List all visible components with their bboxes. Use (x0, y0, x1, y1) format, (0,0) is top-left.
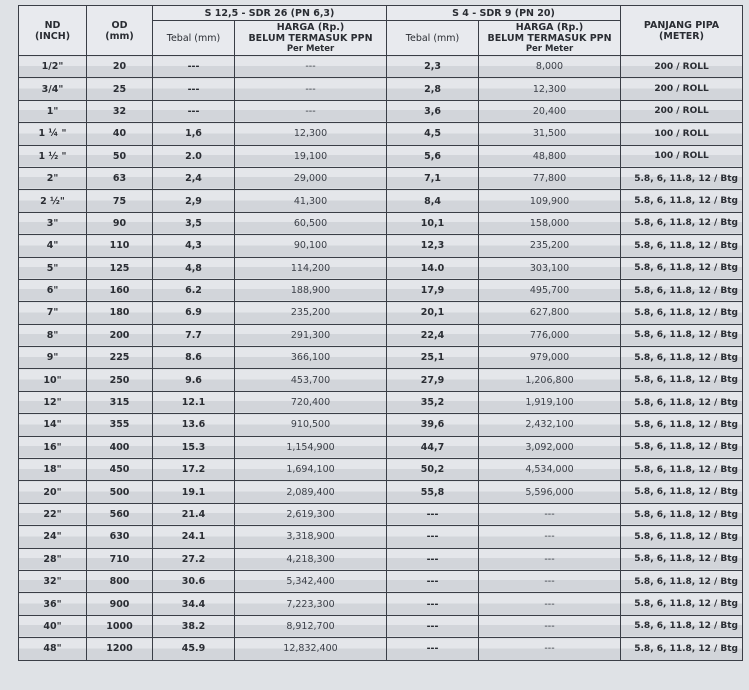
cell-tebal-2: --- (387, 570, 479, 592)
table-row (19, 503, 743, 525)
cell-nd: 2 ½" (19, 190, 87, 212)
cell-tebal-1: 8.6 (153, 347, 235, 369)
cell-tebal-1: 17.2 (153, 459, 235, 481)
cell-harga-2: 495,700 (479, 279, 621, 301)
table-row (19, 123, 743, 145)
cell-harga-1: 12,832,400 (235, 638, 387, 660)
table-row (19, 78, 743, 100)
cell-harga-1: 720,400 (235, 391, 387, 413)
cell-od: 400 (87, 436, 153, 458)
cell-od: 900 (87, 593, 153, 615)
cell-harga-2: 1,206,800 (479, 369, 621, 391)
cell-tebal-1: --- (153, 100, 235, 122)
cell-harga-2: 48,800 (479, 145, 621, 167)
cell-tebal-2: 2,8 (387, 78, 479, 100)
table-row (19, 235, 743, 257)
cell-tebal-2: 44,7 (387, 436, 479, 458)
cell-harga-1: 60,500 (235, 212, 387, 234)
cell-od: 32 (87, 100, 153, 122)
header-tebal-2: Tebal (mm) (387, 21, 479, 56)
cell-od: 225 (87, 347, 153, 369)
cell-harga-1: --- (235, 56, 387, 78)
table-row (19, 593, 743, 615)
table-row (19, 459, 743, 481)
cell-tebal-2: --- (387, 615, 479, 637)
cell-panjang: 5.8, 6, 11.8, 12 / Btg (621, 503, 743, 525)
cell-tebal-1: 6.2 (153, 279, 235, 301)
cell-tebal-1: 9.6 (153, 369, 235, 391)
cell-tebal-2: 14.0 (387, 257, 479, 279)
cell-panjang: 5.8, 6, 11.8, 12 / Btg (621, 391, 743, 413)
cell-harga-2: 1,919,100 (479, 391, 621, 413)
cell-panjang: 5.8, 6, 11.8, 12 / Btg (621, 481, 743, 503)
cell-nd: 20" (19, 481, 87, 503)
cell-panjang: 5.8, 6, 11.8, 12 / Btg (621, 459, 743, 481)
cell-nd: 8" (19, 324, 87, 346)
cell-tebal-2: 4,5 (387, 123, 479, 145)
cell-tebal-1: 15.3 (153, 436, 235, 458)
cell-nd: 6" (19, 279, 87, 301)
cell-panjang: 200 / ROLL (621, 100, 743, 122)
cell-tebal-2: 25,1 (387, 347, 479, 369)
cell-tebal-1: 27.2 (153, 548, 235, 570)
cell-harga-2: 4,534,000 (479, 459, 621, 481)
cell-panjang: 5.8, 6, 11.8, 12 / Btg (621, 324, 743, 346)
cell-nd: 5" (19, 257, 87, 279)
cell-nd: 4" (19, 235, 87, 257)
cell-tebal-1: 13.6 (153, 414, 235, 436)
cell-harga-2: --- (479, 526, 621, 548)
cell-nd: 32" (19, 570, 87, 592)
cell-panjang: 5.8, 6, 11.8, 12 / Btg (621, 279, 743, 301)
cell-harga-1: 90,100 (235, 235, 387, 257)
cell-tebal-1: 1,6 (153, 123, 235, 145)
cell-nd: 36" (19, 593, 87, 615)
cell-od: 125 (87, 257, 153, 279)
cell-nd: 48" (19, 638, 87, 660)
cell-harga-1: 19,100 (235, 145, 387, 167)
cell-od: 710 (87, 548, 153, 570)
cell-od: 800 (87, 570, 153, 592)
cell-harga-1: 29,000 (235, 167, 387, 189)
cell-panjang: 5.8, 6, 11.8, 12 / Btg (621, 347, 743, 369)
cell-nd: 16" (19, 436, 87, 458)
cell-harga-1: 8,912,700 (235, 615, 387, 637)
header-group-sdr9: S 4 - SDR 9 (PN 20) (387, 6, 621, 21)
cell-harga-1: 4,218,300 (235, 548, 387, 570)
cell-tebal-1: 38.2 (153, 615, 235, 637)
cell-nd: 18" (19, 459, 87, 481)
cell-harga-1: --- (235, 100, 387, 122)
cell-tebal-1: 21.4 (153, 503, 235, 525)
cell-nd: 22" (19, 503, 87, 525)
cell-tebal-1: 24.1 (153, 526, 235, 548)
cell-tebal-1: 3,5 (153, 212, 235, 234)
cell-od: 630 (87, 526, 153, 548)
cell-panjang: 5.8, 6, 11.8, 12 / Btg (621, 570, 743, 592)
cell-panjang: 5.8, 6, 11.8, 12 / Btg (621, 190, 743, 212)
cell-harga-2: 109,900 (479, 190, 621, 212)
cell-harga-1: 188,900 (235, 279, 387, 301)
cell-od: 110 (87, 235, 153, 257)
cell-tebal-1: 2,9 (153, 190, 235, 212)
cell-panjang: 200 / ROLL (621, 78, 743, 100)
cell-tebal-1: 30.6 (153, 570, 235, 592)
cell-panjang: 5.8, 6, 11.8, 12 / Btg (621, 593, 743, 615)
cell-nd: 24" (19, 526, 87, 548)
table-row (19, 100, 743, 122)
cell-tebal-2: --- (387, 503, 479, 525)
cell-nd: 14" (19, 414, 87, 436)
cell-od: 160 (87, 279, 153, 301)
cell-tebal-2: 50,2 (387, 459, 479, 481)
table-row (19, 212, 743, 234)
cell-od: 25 (87, 78, 153, 100)
cell-harga-2: --- (479, 503, 621, 525)
header-harga-2: HARGA (Rp.) BELUM TERMASUK PPN Per Meter (479, 21, 621, 56)
cell-od: 40 (87, 123, 153, 145)
cell-tebal-1: 19.1 (153, 481, 235, 503)
cell-harga-2: 77,800 (479, 167, 621, 189)
cell-nd: 10" (19, 369, 87, 391)
cell-tebal-2: 35,2 (387, 391, 479, 413)
cell-harga-1: 1,154,900 (235, 436, 387, 458)
cell-od: 355 (87, 414, 153, 436)
cell-harga-2: 979,000 (479, 347, 621, 369)
cell-nd: 1" (19, 100, 87, 122)
cell-nd: 2" (19, 167, 87, 189)
table-row (19, 324, 743, 346)
cell-tebal-1: 4,8 (153, 257, 235, 279)
cell-od: 75 (87, 190, 153, 212)
cell-od: 560 (87, 503, 153, 525)
cell-nd: 28" (19, 548, 87, 570)
cell-harga-1: 41,300 (235, 190, 387, 212)
cell-nd: 1 ½ " (19, 145, 87, 167)
table-row (19, 570, 743, 592)
cell-harga-2: 8,000 (479, 56, 621, 78)
cell-tebal-2: 20,1 (387, 302, 479, 324)
cell-tebal-2: 7,1 (387, 167, 479, 189)
cell-panjang: 5.8, 6, 11.8, 12 / Btg (621, 302, 743, 324)
cell-harga-2: 776,000 (479, 324, 621, 346)
cell-harga-2: 20,400 (479, 100, 621, 122)
table-row (19, 56, 743, 78)
header-harga-1: HARGA (Rp.) BELUM TERMASUK PPN Per Meter (235, 21, 387, 56)
cell-tebal-2: 3,6 (387, 100, 479, 122)
cell-harga-2: --- (479, 570, 621, 592)
cell-harga-2: --- (479, 638, 621, 660)
cell-od: 315 (87, 391, 153, 413)
table-row (19, 615, 743, 637)
cell-nd: 3" (19, 212, 87, 234)
cell-tebal-1: 2,4 (153, 167, 235, 189)
cell-od: 1200 (87, 638, 153, 660)
table-row (19, 369, 743, 391)
cell-nd: 7" (19, 302, 87, 324)
table-row (19, 145, 743, 167)
cell-nd: 9" (19, 347, 87, 369)
cell-harga-1: 2,089,400 (235, 481, 387, 503)
cell-tebal-2: --- (387, 526, 479, 548)
cell-panjang: 5.8, 6, 11.8, 12 / Btg (621, 414, 743, 436)
cell-harga-2: --- (479, 593, 621, 615)
cell-tebal-1: 12.1 (153, 391, 235, 413)
cell-tebal-1: 4,3 (153, 235, 235, 257)
cell-tebal-2: 55,8 (387, 481, 479, 503)
header-nd: ND (INCH) (19, 6, 87, 56)
cell-harga-1: 2,619,300 (235, 503, 387, 525)
table-row (19, 638, 743, 660)
cell-nd: 40" (19, 615, 87, 637)
cell-panjang: 5.8, 6, 11.8, 12 / Btg (621, 235, 743, 257)
cell-nd: 1/2" (19, 56, 87, 78)
cell-nd: 3/4" (19, 78, 87, 100)
cell-panjang: 5.8, 6, 11.8, 12 / Btg (621, 436, 743, 458)
cell-harga-1: 12,300 (235, 123, 387, 145)
cell-harga-1: 114,200 (235, 257, 387, 279)
cell-harga-2: --- (479, 548, 621, 570)
cell-nd: 12" (19, 391, 87, 413)
cell-harga-2: 158,000 (479, 212, 621, 234)
cell-od: 63 (87, 167, 153, 189)
cell-panjang: 100 / ROLL (621, 123, 743, 145)
cell-panjang: 5.8, 6, 11.8, 12 / Btg (621, 257, 743, 279)
table-row (19, 414, 743, 436)
cell-harga-2: 12,300 (479, 78, 621, 100)
cell-harga-2: 5,596,000 (479, 481, 621, 503)
table-body (19, 56, 743, 661)
cell-tebal-2: 2,3 (387, 56, 479, 78)
cell-tebal-2: --- (387, 548, 479, 570)
cell-od: 450 (87, 459, 153, 481)
cell-panjang: 5.8, 6, 11.8, 12 / Btg (621, 548, 743, 570)
cell-harga-1: --- (235, 78, 387, 100)
cell-harga-2: 303,100 (479, 257, 621, 279)
cell-tebal-2: 8,4 (387, 190, 479, 212)
table-row (19, 279, 743, 301)
cell-tebal-2: 5,6 (387, 145, 479, 167)
cell-panjang: 5.8, 6, 11.8, 12 / Btg (621, 369, 743, 391)
cell-od: 250 (87, 369, 153, 391)
table-row (19, 190, 743, 212)
cell-panjang: 5.8, 6, 11.8, 12 / Btg (621, 212, 743, 234)
cell-panjang: 200 / ROLL (621, 56, 743, 78)
cell-panjang: 5.8, 6, 11.8, 12 / Btg (621, 167, 743, 189)
pipe-price-table (18, 5, 743, 661)
table-row (19, 302, 743, 324)
header-panjang-pipa: PANJANG PIPA (METER) (621, 6, 743, 56)
table-row (19, 347, 743, 369)
cell-tebal-2: --- (387, 593, 479, 615)
table-row (19, 526, 743, 548)
cell-od: 200 (87, 324, 153, 346)
cell-harga-2: 2,432,100 (479, 414, 621, 436)
cell-harga-1: 910,500 (235, 414, 387, 436)
table-row (19, 257, 743, 279)
cell-tebal-2: 12,3 (387, 235, 479, 257)
cell-tebal-1: --- (153, 56, 235, 78)
cell-tebal-1: 7.7 (153, 324, 235, 346)
cell-harga-1: 235,200 (235, 302, 387, 324)
cell-tebal-2: 39,6 (387, 414, 479, 436)
cell-panjang: 5.8, 6, 11.8, 12 / Btg (621, 638, 743, 660)
header-tebal-1: Tebal (mm) (153, 21, 235, 56)
cell-harga-1: 7,223,300 (235, 593, 387, 615)
cell-od: 50 (87, 145, 153, 167)
cell-od: 180 (87, 302, 153, 324)
cell-harga-2: 627,800 (479, 302, 621, 324)
cell-tebal-1: 2.0 (153, 145, 235, 167)
cell-tebal-2: 22,4 (387, 324, 479, 346)
table-row (19, 481, 743, 503)
cell-tebal-2: 27,9 (387, 369, 479, 391)
cell-harga-2: 31,500 (479, 123, 621, 145)
cell-panjang: 100 / ROLL (621, 145, 743, 167)
table-row (19, 436, 743, 458)
cell-harga-2: 3,092,000 (479, 436, 621, 458)
table-row (19, 167, 743, 189)
cell-harga-1: 453,700 (235, 369, 387, 391)
table-row (19, 391, 743, 413)
cell-nd: 1 ¼ " (19, 123, 87, 145)
cell-harga-1: 366,100 (235, 347, 387, 369)
cell-harga-2: 235,200 (479, 235, 621, 257)
cell-tebal-1: 45.9 (153, 638, 235, 660)
cell-tebal-1: 6.9 (153, 302, 235, 324)
header-group-sdr26: S 12,5 - SDR 26 (PN 6,3) (153, 6, 387, 21)
cell-harga-1: 1,694,100 (235, 459, 387, 481)
cell-tebal-2: 17,9 (387, 279, 479, 301)
cell-od: 20 (87, 56, 153, 78)
cell-od: 500 (87, 481, 153, 503)
cell-tebal-2: 10,1 (387, 212, 479, 234)
cell-tebal-1: --- (153, 78, 235, 100)
cell-harga-1: 3,318,900 (235, 526, 387, 548)
cell-tebal-1: 34.4 (153, 593, 235, 615)
cell-harga-2: --- (479, 615, 621, 637)
cell-harga-1: 5,342,400 (235, 570, 387, 592)
cell-tebal-2: --- (387, 638, 479, 660)
cell-panjang: 5.8, 6, 11.8, 12 / Btg (621, 526, 743, 548)
header-od: OD (mm) (87, 6, 153, 56)
cell-od: 1000 (87, 615, 153, 637)
table-row (19, 548, 743, 570)
cell-harga-1: 291,300 (235, 324, 387, 346)
cell-od: 90 (87, 212, 153, 234)
cell-panjang: 5.8, 6, 11.8, 12 / Btg (621, 615, 743, 637)
